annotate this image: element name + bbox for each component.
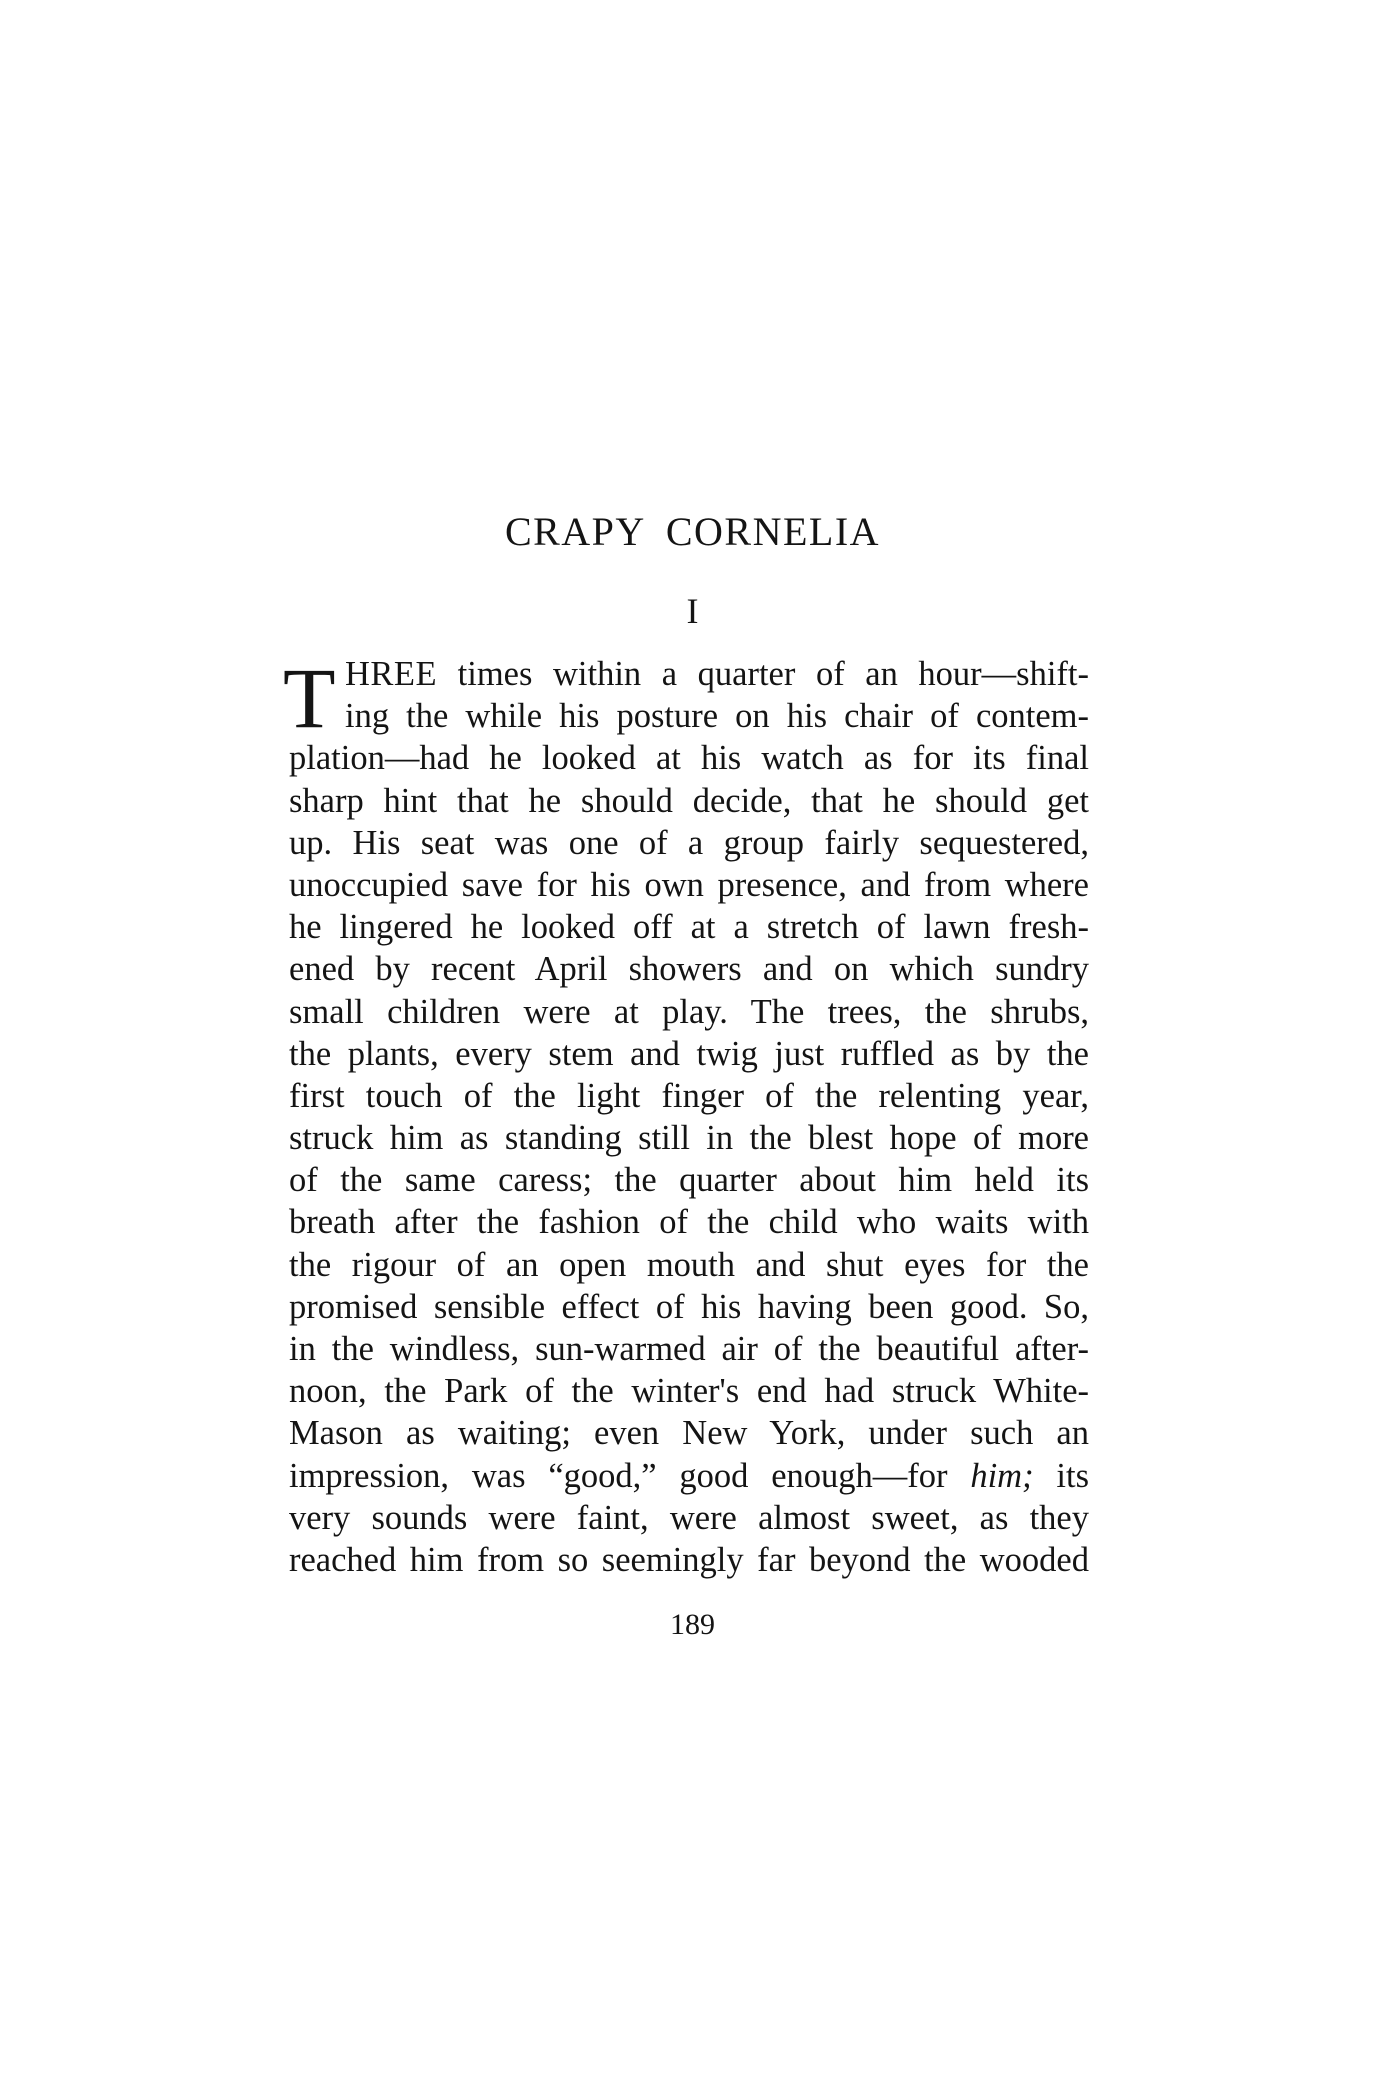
italic-text: him;: [970, 1456, 1034, 1495]
section-numeral: I: [686, 591, 699, 631]
text-line: the rigour of an open mouth and shut eyes for the: [289, 1245, 1089, 1284]
text-line: [289, 653, 1089, 695]
text-line: reached him from so seemingly far beyond the wooded: [289, 1540, 1089, 1579]
text-line: struck him as standing still in the blest hope of more: [289, 1119, 1089, 1158]
text-segment: impression, was “good,” good enough—for: [289, 1456, 971, 1495]
text-line: of the same caress; the quarter about him held its: [289, 1161, 1089, 1200]
chapter-title: CRAPY CORNELIA: [504, 509, 881, 554]
text-line: ing the while his posture on his chair of contem-: [345, 697, 1089, 736]
text-line: breath after the fashion of the child who waits with: [289, 1203, 1089, 1242]
text-line: very sounds were faint, were almost sweet, as they: [289, 1498, 1089, 1537]
text-line: sharp hint that he should decide, that he should get: [289, 781, 1089, 820]
text-line: promised sensible effect of his having been good. So,: [289, 1287, 1089, 1326]
text-line: Mason as waiting; even New York, under such an: [289, 1414, 1089, 1453]
text-line: he lingered he looked off at a stretch of lawn fresh-: [289, 908, 1089, 947]
drop-cap: T: [283, 650, 336, 746]
text-line: up. His seat was one of a group fairly sequestered,: [289, 823, 1089, 862]
text-line: small children were at play. The trees, the shrubs,: [289, 992, 1089, 1031]
text-line: unoccupied save for his own presence, and from where: [289, 865, 1089, 904]
text-line: ened by recent April showers and on which sundry: [289, 950, 1089, 989]
opening-caps: HREE: [345, 655, 438, 693]
text-line: in the windless, sun-warmed air of the beautiful after-: [289, 1330, 1089, 1368]
text-line: the plants, every stem and twig just ruffled as by the: [289, 1034, 1089, 1073]
text-line: noon, the Park of the winter's end had struck White-: [289, 1372, 1089, 1411]
page-number: 189: [670, 1608, 715, 1641]
text-line: [289, 1455, 1089, 1497]
text-line: plation—had he looked at his watch as for its final: [289, 739, 1089, 778]
text-line: first touch of the light finger of the relenting year,: [289, 1076, 1089, 1115]
text-segment: its: [1033, 1456, 1089, 1495]
body-text: [283, 650, 1089, 1581]
opening-line-text: times within a quarter of an hour—shift-: [437, 655, 1089, 693]
